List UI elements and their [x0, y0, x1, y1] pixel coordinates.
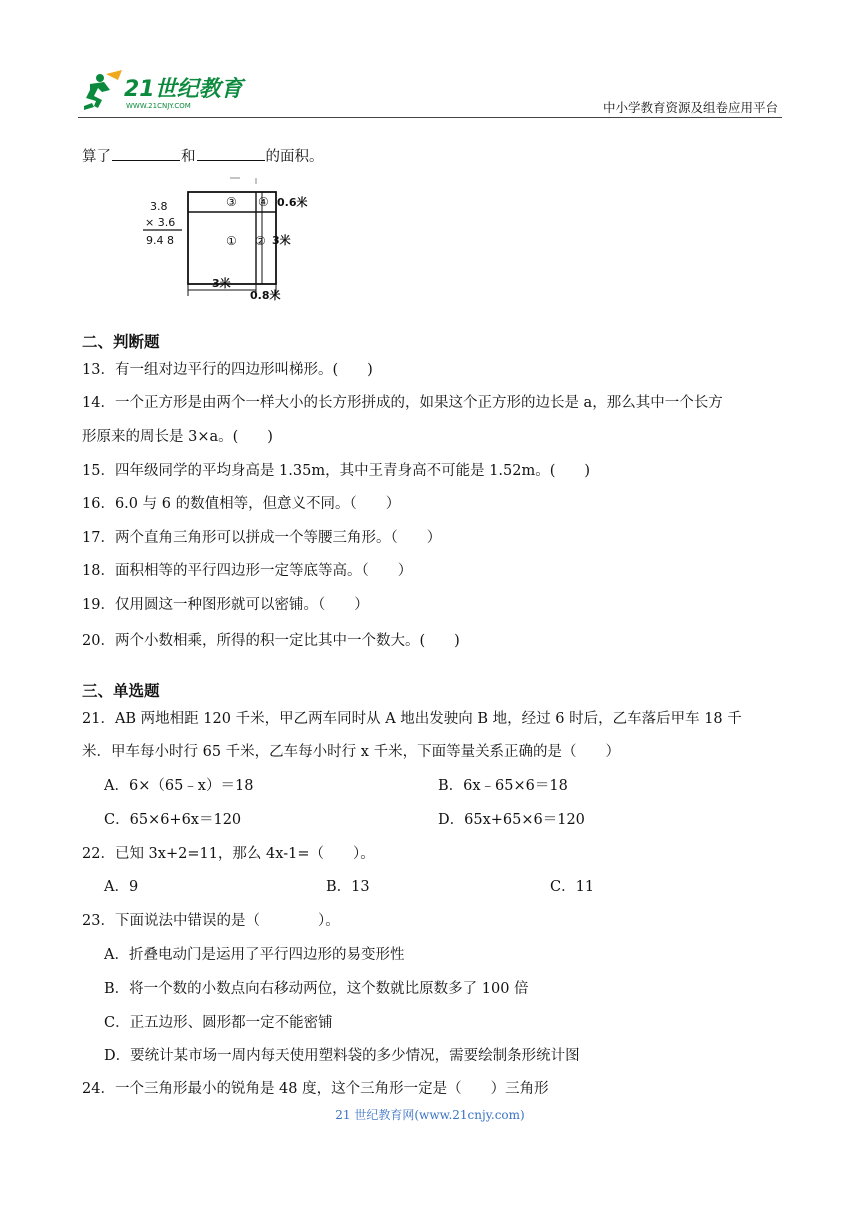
site-logo	[78, 70, 248, 116]
runner-logo-icon	[84, 74, 110, 110]
header-divider	[78, 117, 782, 118]
question-22-option-b: B．13	[326, 879, 370, 895]
question-23-option-b: B．将一个数的小数点向右移动两位，这个数就比原数多了 100 倍	[104, 981, 529, 997]
calc-line-2: × 3.6	[145, 216, 176, 229]
question-21-option-d: D．65x+65×6＝120	[438, 812, 585, 828]
answer-blank-1	[112, 146, 180, 161]
question-14-line-2: 形原来的周长是 3×a。( )	[82, 429, 273, 445]
label-bottom-right: 0.8米	[250, 289, 281, 302]
question-19: 19．仅用圆这一种图形就可以密铺。（ ）	[82, 597, 369, 613]
region-3-label: ③	[226, 195, 237, 209]
question-22: 22．已知 3x+2=11，那么 4x-1=（ ）。	[82, 846, 375, 862]
calc-line-3: 9.4 8	[146, 234, 174, 247]
question-15: 15．四年级同学的平均身高是 1.35m，其中王青身高不可能是 1.52m。( )	[82, 463, 591, 479]
intro-line	[82, 146, 324, 167]
question-16: 16．6.0 与 6 的数值相等，但意义不同。（ ）	[82, 496, 401, 512]
question-14-line-1: 14．一个正方形是由两个一样大小的长方形拼成的，如果这个正方形的边长是 a，那么其中一个长方	[82, 395, 723, 411]
logo-name: 21世纪教育	[124, 77, 243, 102]
question-21-line-2: 米．甲车每小时行 65 千米，乙车每小时行 x 千米，下面等量关系正确的是（ ）	[82, 744, 621, 760]
question-21-option-c: C．65×6+6x＝120	[104, 812, 242, 828]
logo-url: WWW.21CNJY.COM	[126, 102, 191, 110]
region-4-label: ④	[258, 195, 269, 209]
question-23: 23．下面说法中错误的是（ ）。	[82, 913, 340, 929]
question-18: 18．面积相等的平行四边形一定等底等高。（ ）	[82, 563, 413, 579]
calc-line-1: 3.8	[150, 200, 168, 213]
answer-blank-2	[197, 146, 265, 161]
label-right-top: 0.6米	[277, 196, 308, 209]
question-23-option-a: A．折叠电动门是运用了平行四边形的易变形性	[104, 947, 405, 963]
question-17: 17．两个直角三角形可以拼成一个等腰三角形。（ ）	[82, 530, 442, 546]
question-23-option-d: D．要统计某市场一周内每天使用塑料袋的多少情况，需要绘制条形统计图	[104, 1048, 580, 1064]
section-2-title: 二、判断题	[82, 333, 160, 351]
region-1-label: ①	[226, 234, 237, 248]
intro-prefix: 算了	[82, 149, 111, 165]
question-21-option-a: A．6×（65﹣x）＝18	[104, 778, 254, 794]
section-3-title: 三、单选题	[82, 682, 160, 700]
question-21-line-1: 21．AB 两地相距 120 千米，甲乙两车同时从 A 地出发驶向 B 地，经过 6 时后，乙车落后甲车 18 千	[82, 711, 742, 727]
intro-suffix: 的面积。	[265, 149, 324, 165]
intro-mid: 和	[181, 149, 196, 165]
question-21-option-b: B．6x﹣65×6＝18	[438, 778, 568, 794]
question-24: 24．一个三角形最小的锐角是 48 度，这个三角形一定是（ ）三角形	[82, 1081, 549, 1097]
label-right-mid: 3米	[272, 234, 291, 247]
region-2-label: ②	[255, 234, 266, 248]
label-bottom-left: 3米	[212, 277, 231, 290]
footer-text[interactable]: 21 世纪教育网(www.21cnjy.com)	[335, 1108, 525, 1122]
question-22-option-a: A．9	[104, 879, 139, 895]
question-23-option-c: C．正五边形、圆形都一定不能密铺	[104, 1015, 333, 1031]
question-20: 20．两个小数相乘，所得的积一定比其中一个数大。( )	[82, 633, 460, 649]
header-platform-text: 中小学教育资源及组卷应用平台	[602, 100, 778, 115]
question-13: 13．有一组对边平行的四边形叫梯形。( )	[82, 362, 373, 378]
question-22-option-c: C．11	[550, 879, 595, 895]
area-diagram	[140, 172, 330, 302]
